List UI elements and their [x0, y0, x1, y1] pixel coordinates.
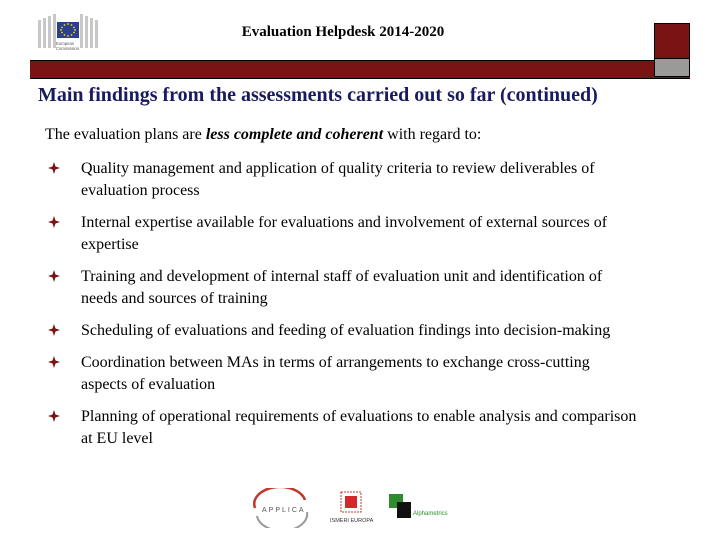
list-item-line-2: needs and sources of training [81, 290, 268, 307]
intro-prefix: The evaluation plans are [45, 126, 206, 143]
list-item-line-2: expertise [81, 236, 139, 253]
slide-title: Main findings from the assessments carried out so far (continued) [38, 84, 598, 106]
list-item-line-1: Coordination between MAs in terms of arrangements to exchange cross-cutting [81, 354, 590, 371]
header-band [30, 60, 690, 79]
corner-decoration [654, 23, 690, 77]
ec-logo-text-1: European [56, 41, 75, 46]
list-item [48, 266, 708, 310]
applica-logo-text: APPLICA [262, 507, 306, 514]
list-item [48, 406, 708, 450]
alphametrics-logo [389, 494, 448, 518]
ismeri-europa-logo [330, 492, 374, 524]
corner-grey-block [655, 58, 689, 76]
intro-text [45, 126, 685, 144]
diamond-bullet-icon [48, 162, 60, 174]
list-item-line-1: Scheduling of evaluations and feeding of evaluation findings into decision-making [81, 322, 611, 339]
list-item-line-2: evaluation process [81, 182, 200, 199]
list-item [48, 212, 708, 256]
list-item-line-1: Quality management and application of quality criteria to review deliverables of [81, 160, 595, 177]
list-item-line-2: at EU level [81, 430, 153, 447]
diamond-bullet-icon [48, 270, 60, 282]
list-item [48, 320, 708, 342]
intro-emphasis: less complete and coherent [205, 126, 384, 143]
alphametrics-logo-text: Alphametrics [413, 511, 448, 517]
diamond-bullet-icon [48, 410, 60, 422]
list-item-line-2: aspects of evaluation [81, 376, 216, 393]
intro-suffix: with regard to: [383, 126, 482, 143]
european-commission-logo [30, 12, 104, 62]
findings-list [48, 158, 708, 450]
header-title: Evaluation Helpdesk 2014-2020 [241, 24, 445, 40]
list-item-line-1: Internal expertise available for evaluations and involvement of external sources of [81, 214, 608, 231]
partner-logos [245, 488, 475, 528]
list-item [48, 352, 708, 396]
list-item-line-1: Training and development of internal staff of evaluation unit and identification of [81, 268, 603, 285]
diamond-bullet-icon [48, 216, 60, 228]
diamond-bullet-icon [48, 356, 60, 368]
list-item [48, 158, 708, 202]
list-item-line-1: Planning of operational requirements of evaluations to enable analysis and comparison [81, 408, 637, 425]
ec-logo-text-2: Commission [56, 46, 80, 51]
ismeri-logo-text: ISMERI EUROPA [330, 518, 374, 524]
corner-red-block [655, 24, 689, 60]
applica-logo [254, 488, 307, 528]
diamond-bullet-icon [48, 324, 60, 336]
